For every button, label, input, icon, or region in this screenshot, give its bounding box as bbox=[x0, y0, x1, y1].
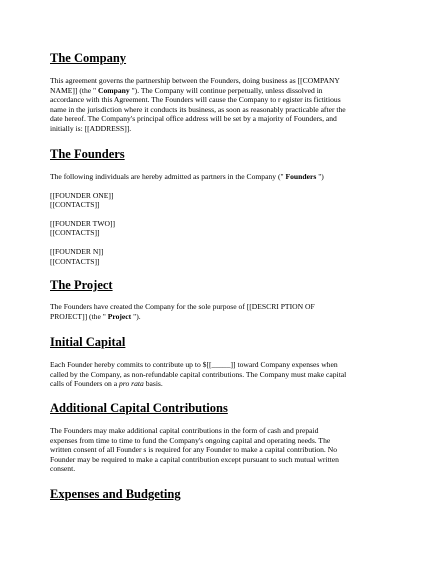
section-project bbox=[50, 277, 390, 321]
section-founders bbox=[50, 146, 390, 266]
section-initial-capital bbox=[50, 334, 390, 389]
heading-expenses: Expenses and Budgeting bbox=[50, 487, 181, 501]
heading-founders: The Founders bbox=[50, 147, 125, 161]
capital-paragraph: Each Founder hereby commits to contribute up to $[[_____]] toward Company expenses when called by the Company, as non-refundable capital contributions. The Company must make capital calls of Founders on a pro rata basis. bbox=[50, 360, 347, 389]
heading-company: The Company bbox=[50, 51, 127, 65]
founder-entry: [[FOUNDER N]] [[CONTACTS]] bbox=[50, 246, 104, 266]
founder-entry: [[FOUNDER ONE]] [[CONTACTS]] bbox=[50, 190, 114, 210]
section-company bbox=[50, 50, 390, 134]
additional-paragraph: The Founders may make additional capital contributions in the form of cash and prepaid expenses from time to time to fund the Company's ongoing capital and operating needs. The written consent of all Founder s is required for any Founder to make a capital contribution. No Founder may be required to make a capital contribution except pursuant to such mutual written consent. bbox=[50, 426, 339, 474]
heading-additional-capital: Additional Capital Contributions bbox=[50, 401, 228, 415]
section-additional-capital bbox=[50, 400, 390, 474]
founders-intro: The following individuals are hereby admitted as partners in the Company (" Founders ") bbox=[50, 172, 324, 181]
heading-initial-capital: Initial Capital bbox=[50, 335, 126, 349]
heading-project: The Project bbox=[50, 278, 113, 292]
company-paragraph: This agreement governs the partnership between the Founders, doing business as [[COMPANY NAME]] (the " Company "). The Company will continue perpetually, unless dissolved in accordance with this Agreement. The Founders will cause the Company to r egister its fictitious name in the jurisdiction where it conducts its business, as soon as reasonably practicable after the date hereof. The Company's principal office address will be set by a majority of Founders, and initially is: [[ADDRESS]]. bbox=[50, 76, 346, 133]
founder-entry: [[FOUNDER TWO]] [[CONTACTS]] bbox=[50, 218, 116, 238]
section-expenses bbox=[50, 486, 390, 502]
project-paragraph: The Founders have created the Company for the sole purpose of [[DESCRI PTION OF PROJECT]] (the " Project "). bbox=[50, 302, 315, 321]
